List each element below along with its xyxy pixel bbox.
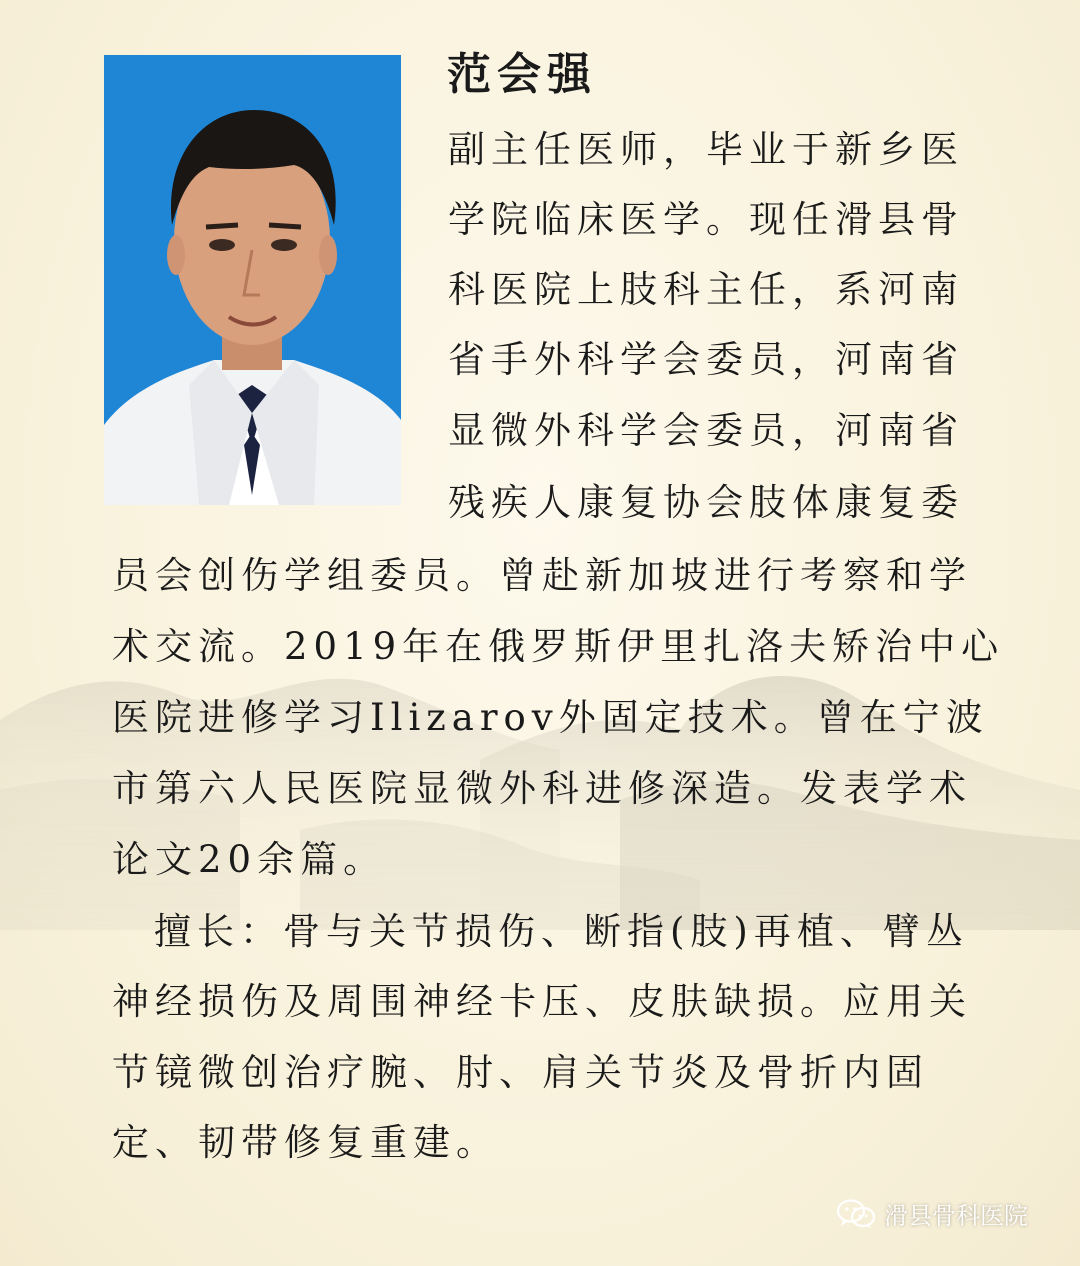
bio-line-6: 残疾人康复协会肢体康复委 xyxy=(448,481,964,524)
bio-line-10: 市第六人民医院显微外科进修深造。发表学术 xyxy=(112,767,972,810)
doctor-name: 范会强 xyxy=(447,49,597,100)
bio-line-8: 术交流。2019年在俄罗斯伊里扎洛夫矫治中心 xyxy=(112,625,1005,668)
bio-line-3: 科医院上肢科主任，系河南 xyxy=(448,268,964,311)
wechat-watermark xyxy=(836,1196,1028,1231)
specialty-line-1: 擅长：骨与关节损伤、断指(肢)再植、臂丛 xyxy=(154,910,969,953)
watermark-text: 滑县骨科医院 xyxy=(884,1202,1028,1230)
specialty-line-2: 神经损伤及周围神经卡压、皮肤缺损。应用关 xyxy=(112,980,972,1023)
bio-line-9: 医院进修学习Ilizarov外固定技术。曾在宁波 xyxy=(112,696,989,739)
doctor-photo xyxy=(104,55,401,505)
wechat-icon xyxy=(836,1198,876,1230)
specialty-line-3: 节镜微创治疗腕、肘、肩关节炎及骨折内固 xyxy=(112,1051,929,1094)
bio-line-11: 论文20余篇。 xyxy=(112,838,387,881)
bio-line-7: 员会创伤学组委员。曾赴新加坡进行考察和学 xyxy=(112,554,972,597)
specialty-line-4: 定、韧带修复重建。 xyxy=(112,1121,499,1164)
bio-line-1: 副主任医师，毕业于新乡医 xyxy=(448,128,964,171)
bio-line-2: 学院临床医学。现任滑县骨 xyxy=(448,198,964,241)
bio-line-4: 省手外科学会委员，河南省 xyxy=(448,338,964,381)
bio-line-5: 显微外科学会委员，河南省 xyxy=(448,409,964,452)
